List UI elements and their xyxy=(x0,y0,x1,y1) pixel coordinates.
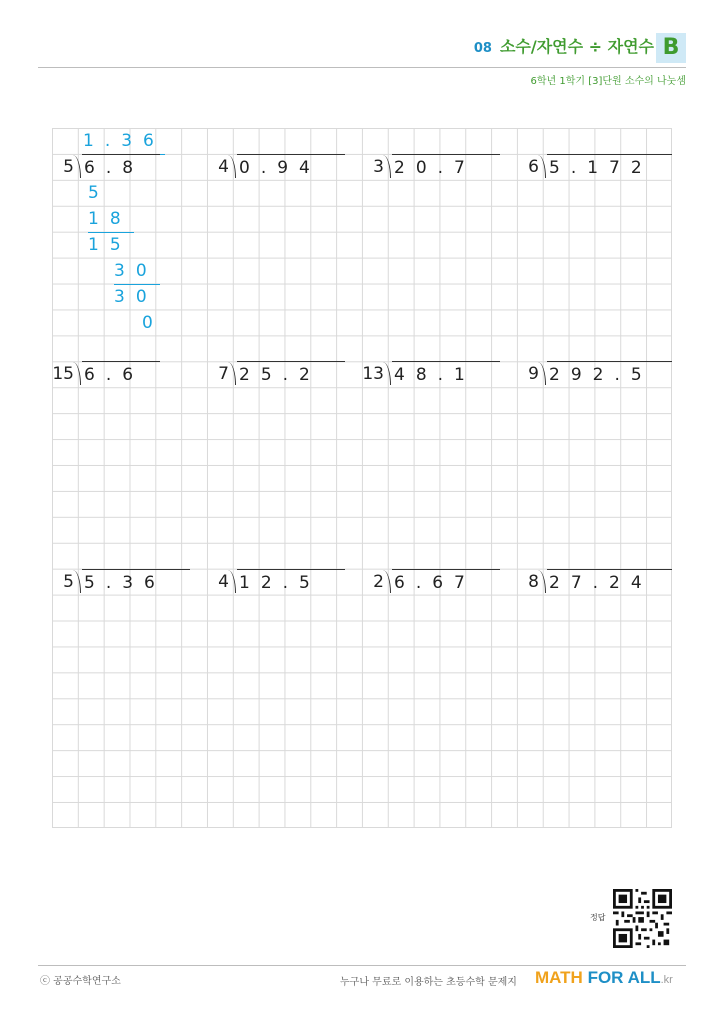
dividend: 12.5 xyxy=(237,569,345,595)
divisor: 6 xyxy=(528,157,539,177)
brand-for: FOR xyxy=(587,968,624,987)
divisor: 3 xyxy=(373,157,384,177)
brand-logo[interactable] xyxy=(535,968,673,988)
divisor: 15 xyxy=(52,364,74,384)
dividend: 0.94 xyxy=(237,154,345,180)
solution-step-4: 30 xyxy=(114,258,160,285)
divisor: 7 xyxy=(218,364,229,384)
solution-step-3: 15 xyxy=(88,235,132,255)
brand-all: ALL xyxy=(627,968,661,987)
division-bracket xyxy=(383,155,391,178)
dividend: 27.24 xyxy=(547,569,672,595)
worksheet-number: 08 xyxy=(473,41,492,56)
divisor: 4 xyxy=(218,157,229,177)
footer-tagline: 누구나 무료로 이용하는 초등수학 문제지 xyxy=(340,977,517,988)
solution-step-2: 18 xyxy=(88,206,134,233)
division-bracket xyxy=(383,570,391,593)
dividend: 25.2 xyxy=(237,361,345,387)
brand-math: MATH xyxy=(535,968,583,987)
dividend: 292.5 xyxy=(547,361,672,387)
level-badge: B xyxy=(656,33,686,63)
worksheet-title: 소수/자연수 ÷ 자연수 xyxy=(499,37,654,56)
dividend: 6.6 xyxy=(82,361,160,387)
solution-step-5: 30 xyxy=(114,287,158,307)
divisor: 8 xyxy=(528,572,539,592)
division-bracket xyxy=(538,362,546,385)
divisor: 5 xyxy=(63,157,74,177)
solution-step-6: 0 xyxy=(142,313,164,333)
footer-divider xyxy=(38,965,686,966)
dividend: 20.7 xyxy=(392,154,500,180)
division-bracket xyxy=(228,570,236,593)
dividend: 6.67 xyxy=(392,569,500,595)
division-bracket xyxy=(228,362,236,385)
dividend: 5.36 xyxy=(82,569,190,595)
dividend: 48.1 xyxy=(392,361,500,387)
divisor: 13 xyxy=(362,364,384,384)
division-bracket xyxy=(73,155,81,178)
division-bracket xyxy=(538,155,546,178)
page-header xyxy=(474,34,654,57)
divisor: 4 xyxy=(218,572,229,592)
division-bracket xyxy=(73,362,81,385)
divisor: 9 xyxy=(528,364,539,384)
answer-qr-code[interactable] xyxy=(613,889,672,948)
brand-kr: .kr xyxy=(660,974,673,986)
divisor: 2 xyxy=(373,572,384,592)
answer-qr-label: 정답 xyxy=(590,913,606,922)
divisor: 5 xyxy=(63,572,74,592)
copyright: ⓒ 공공수학연구소 xyxy=(40,976,121,987)
problem-grid xyxy=(52,128,672,828)
header-divider xyxy=(38,67,686,68)
division-bracket xyxy=(73,570,81,593)
solution-step-1: 5 xyxy=(88,183,110,203)
division-bracket xyxy=(228,155,236,178)
division-bracket xyxy=(383,362,391,385)
division-bracket xyxy=(538,570,546,593)
example-quotient: 1.36 xyxy=(83,128,165,155)
dividend: 5.172 xyxy=(547,154,672,180)
dividend: 6.8 xyxy=(82,154,160,180)
worksheet-subtitle: 6학년 1학기 [3]단원 소수의 나눗셈 xyxy=(530,76,686,87)
